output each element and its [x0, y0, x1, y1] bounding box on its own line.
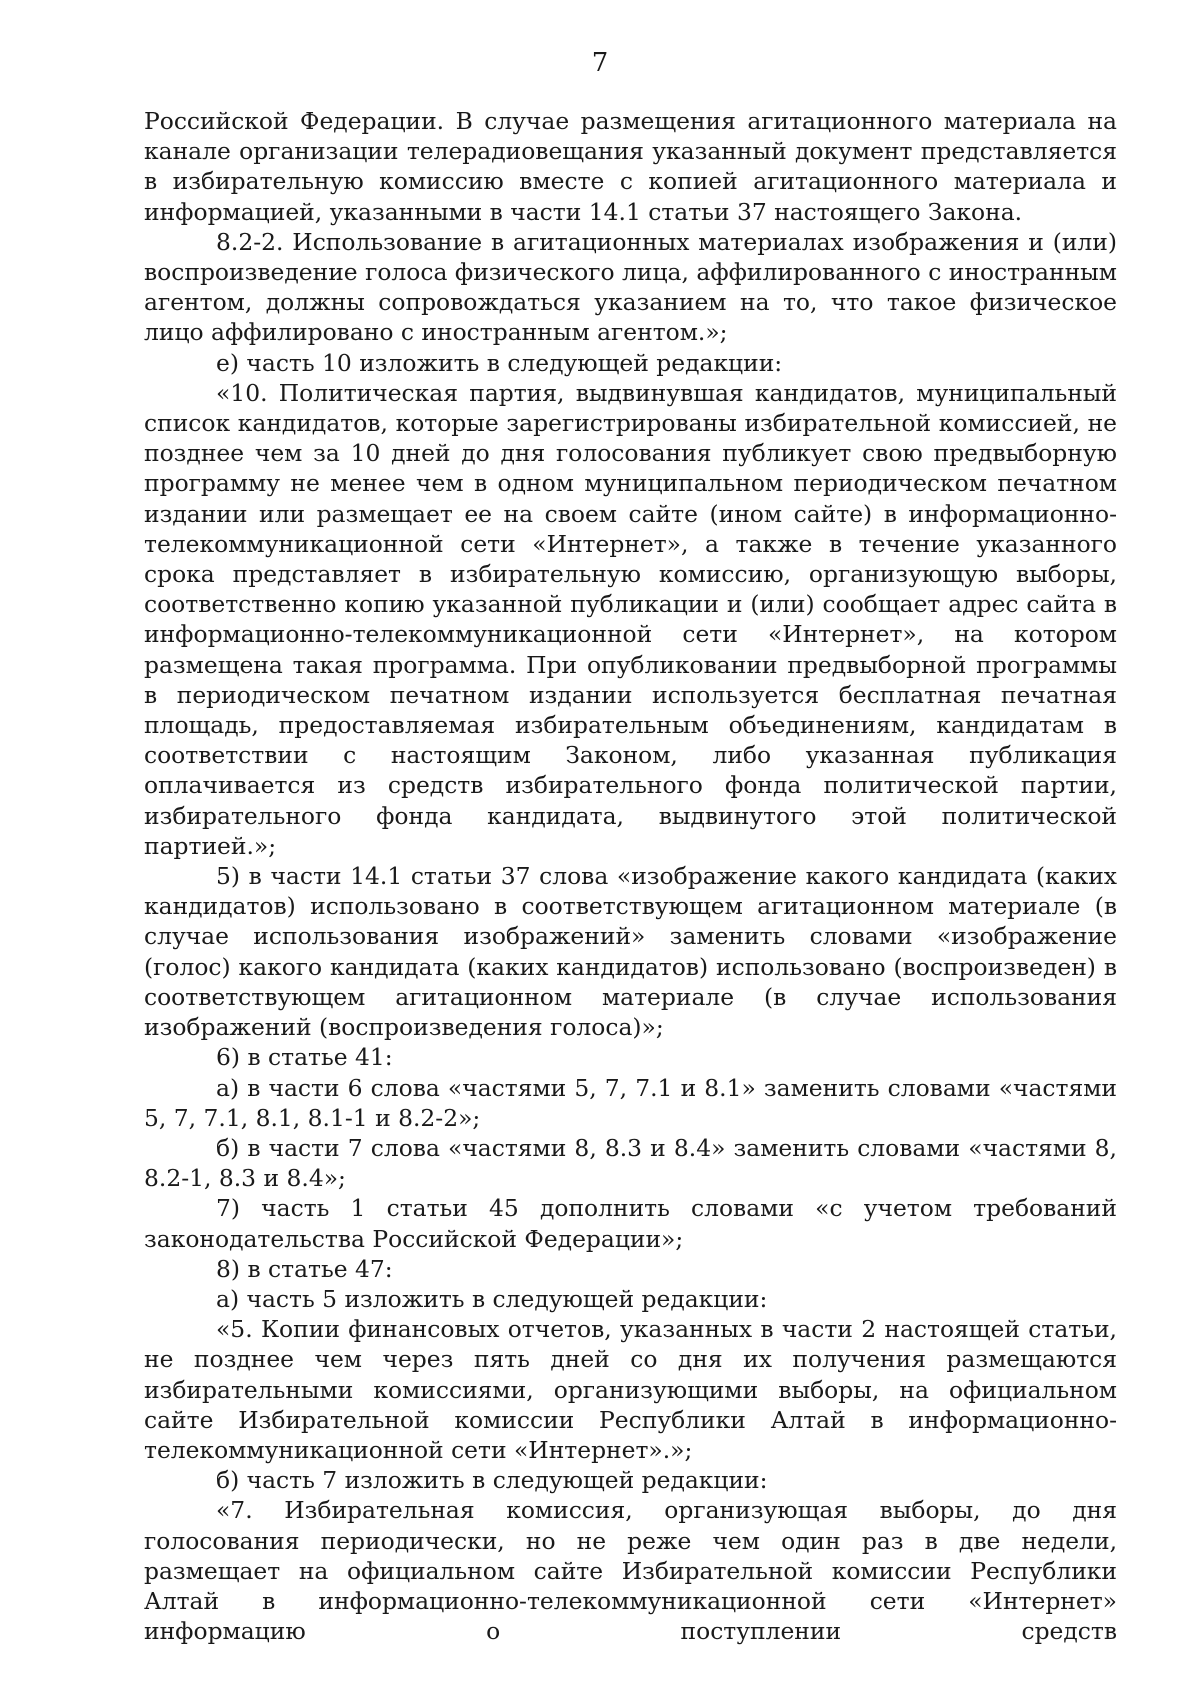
- paragraph-item-7: 7) часть 1 статьи 45 дополнить словами «с учетом требований законодательства Российской Федерации»;: [144, 1194, 1117, 1253]
- document-body: [144, 106, 1117, 1646]
- paragraph-continuation: Российской Федерации. В случае размещения агитационного материала на канале организации телерадиовещания указанный документ представляется в избирательную комиссию вместе с копией агитационного материала и информацией, указанными в части 14.1 статьи 37 настоящего Закона.: [144, 107, 1117, 226]
- paragraph-item-8: 8) в статье 47:: [216, 1254, 393, 1283]
- paragraph-item-8b: б) часть 7 изложить в следующей редакции:: [216, 1466, 768, 1495]
- paragraph-part-7: «7. Избирательная комиссия, организующая выборы, до дня голосования периодически, но не реже чем один раз в две недели, размещает на официальном сайте Избирательной комиссии Республики Алтай в информационно-телекоммуникационной сети «Интернет» информацию о поступлении средств: [144, 1496, 1117, 1646]
- paragraph-item-6: 6) в статье 41:: [216, 1043, 393, 1072]
- paragraph-item-5: 5) в части 14.1 статьи 37 слова «изображение какого кандидата (каких кандидатов) использовано в соответствующем агитационном материале (в случае использования изображений» заменить словами «изображение (голос) какого кандидата (каких кандидатов) использовано (воспроизведен) в соответствующем агитационном материале (в случае использования изображений (воспроизведения голоса)»;: [144, 862, 1117, 1042]
- paragraph-item-8a: а) часть 5 изложить в следующей редакции:: [216, 1284, 768, 1313]
- paragraph-item-6a: а) в части 6 слова «частями 5, 7, 7.1 и 8.1» заменить словами «частями 5, 7, 7.1, 8.1, 8.1-1 и 8.2-2»;: [144, 1073, 1117, 1132]
- paragraph-item-e: е) часть 10 изложить в следующей редакции:: [216, 348, 783, 377]
- paragraph-part-10: «10. Политическая партия, выдвинувшая кандидатов, муниципальный список кандидатов, которые зарегистрированы избирательной комиссией, не позднее чем за 10 дней до дня голосования публикует свою предвыборную программу не менее чем в одном муниципальном периодическом печатном издании или размещает ее на своем сайте (ином сайте) в информационно-телекоммуникационной сети «Интернет», а также в течение указанного срока представляет в избирательную комиссию, организующую выборы, соответственно копию указанной публикации и (или) сообщает адрес сайта в информационно-телекоммуникационной сети «Интернет», на котором размещена такая программа. При опубликовании предвыборной программы в периодическом печатном издании используется бесплатная печатная площадь, предоставляемая избирательным объединениям, кандидатам в соответствии с настоящим Законом, либо указанная публикация оплачивается из средств избирательного фонда политической партии, избирательного фонда кандидата, выдвинутого этой политической партией.»;: [144, 378, 1117, 860]
- paragraph-part-5: «5. Копии финансовых отчетов, указанных в части 2 настоящей статьи, не позднее чем через пять дней со дня их получения размещаются избирательными комиссиями, организующими выборы, на официальном сайте Избирательной комиссии Республики Алтай в информационно-телекоммуникационной сети «Интернет».»;: [144, 1315, 1117, 1464]
- paragraph-8-2-2: 8.2-2. Использование в агитационных материалах изображения и (или) воспроизведение голоса физического лица, аффилированного с иностранным агентом, должны сопровождаться указанием на то, что такое физическое лицо аффилировано с иностранным агентом.»;: [144, 227, 1117, 347]
- paragraph-item-6b: б) в части 7 слова «частями 8, 8.3 и 8.4» заменить словами «частями 8, 8.2-1, 8.3 и 8.4»;: [144, 1133, 1117, 1193]
- page-number: 7: [591, 48, 609, 78]
